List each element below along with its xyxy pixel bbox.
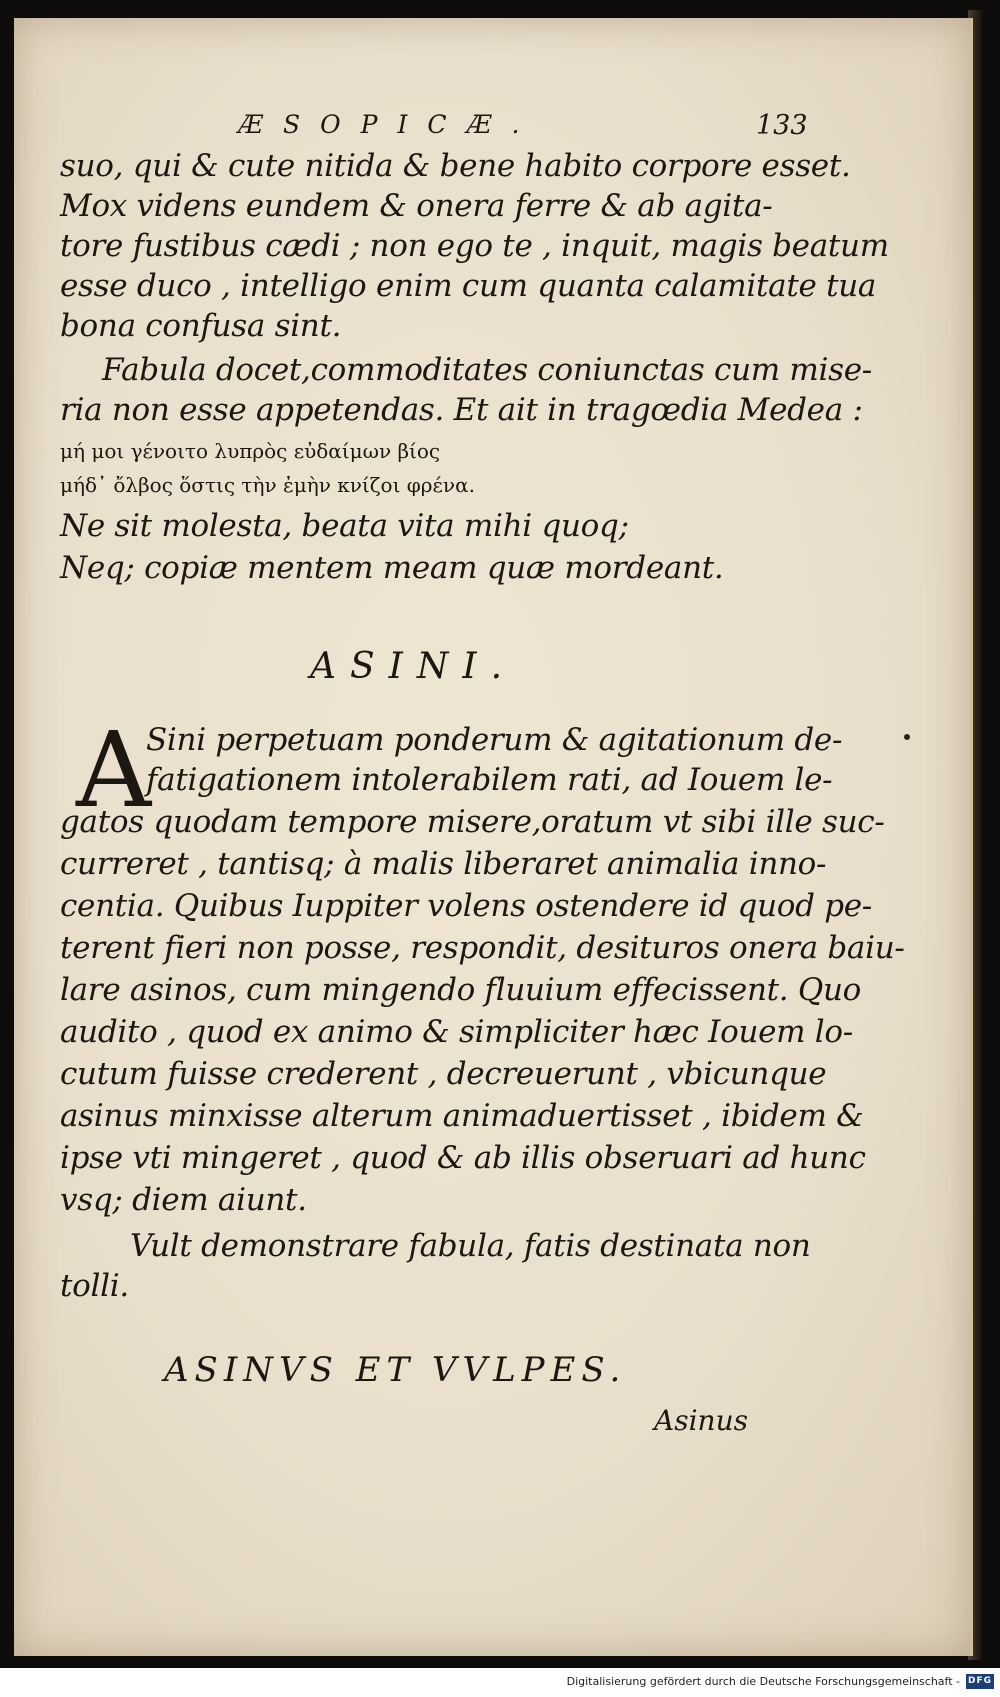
- text-line: cutum fuisse crederent , decreuerunt , vbicunque: [60, 1056, 827, 1092]
- text-line: tolli.: [60, 1268, 129, 1304]
- drop-capital: A: [76, 709, 152, 831]
- text-line: bona confusa sint.: [60, 308, 342, 344]
- text-line: audito , quod ex animo & simpliciter hæc Iouem lo-: [60, 1014, 853, 1050]
- text-line: Mox videns eundem & onera ferre & ab agita-: [60, 188, 773, 224]
- text-line: curreret , tantisq; à malis liberaret animalia inno-: [60, 846, 827, 882]
- greek-verse-line: μήδ᾽ ὄλβος ὅστις τὴν ἐμὴν κνίζοι φρένα.: [60, 473, 475, 497]
- verse-line: Ne sit molesta, beata vita mihi quoq;: [60, 508, 629, 544]
- book-page: [14, 18, 973, 1656]
- text-line: ipse vti mingeret , quod & ab illis obseruari ad hunc: [60, 1140, 866, 1176]
- fable-heading: ASINVS ET VVLPES.: [164, 1350, 627, 1390]
- dfg-logo: DFG: [966, 1674, 994, 1689]
- text-line: fatigationem intolerabilem rati, ad Iouem le-: [146, 762, 833, 798]
- text-line: Fabula docet,commoditates coniunctas cum mise-: [102, 352, 872, 388]
- text-line: terent fieri non posse, respondit, desituros onera baiu-: [60, 930, 905, 966]
- text-line: vsq; diem aiunt.: [60, 1182, 307, 1218]
- text-line: tore fustibus cædi ; non ego te , inquit, magis beatum: [60, 228, 889, 264]
- catchword: Asinus: [654, 1404, 748, 1437]
- text-line: Sini perpetuam ponderum & agitationum de-: [146, 722, 843, 758]
- digitization-footer: [0, 1668, 1000, 1697]
- text-line: Vult demonstrare fabula, fatis destinata non: [130, 1228, 811, 1264]
- text-line: centia. Quibus Iuppiter volens ostendere id quod pe-: [60, 888, 872, 924]
- funding-credit: Digitalisierung gefördert durch die Deutsche Forschungsgemeinschaft -: [566, 1675, 960, 1688]
- text-line: ria non esse appetendas. Et ait in tragœdia Medea :: [60, 392, 863, 428]
- running-title: ÆSOPICÆ.: [238, 110, 540, 139]
- text-line: esse duco , intelligo enim cum quanta calamitate tua: [60, 268, 877, 304]
- text-line: asinus minxisse alterum animaduertisset , ibidem &: [60, 1098, 864, 1134]
- text-line: lare asinos, cum mingendo fluuium effecissent. Quo: [60, 972, 862, 1008]
- text-line: suo, qui & cute nitida & bene habito corpore esset.: [60, 148, 851, 184]
- page-number: 133: [756, 110, 808, 141]
- verse-line: Neq; copiæ mentem meam quæ mordeant.: [60, 550, 724, 586]
- greek-verse-line: μή μοι γένοιτο λυπρὸς εὐδαίμων βίος: [60, 439, 441, 463]
- fable-heading: ASINI.: [310, 646, 517, 687]
- text-line: gatos quodam tempore misere,oratum vt sibi ille suc-: [60, 804, 885, 840]
- ink-speck: [904, 734, 910, 740]
